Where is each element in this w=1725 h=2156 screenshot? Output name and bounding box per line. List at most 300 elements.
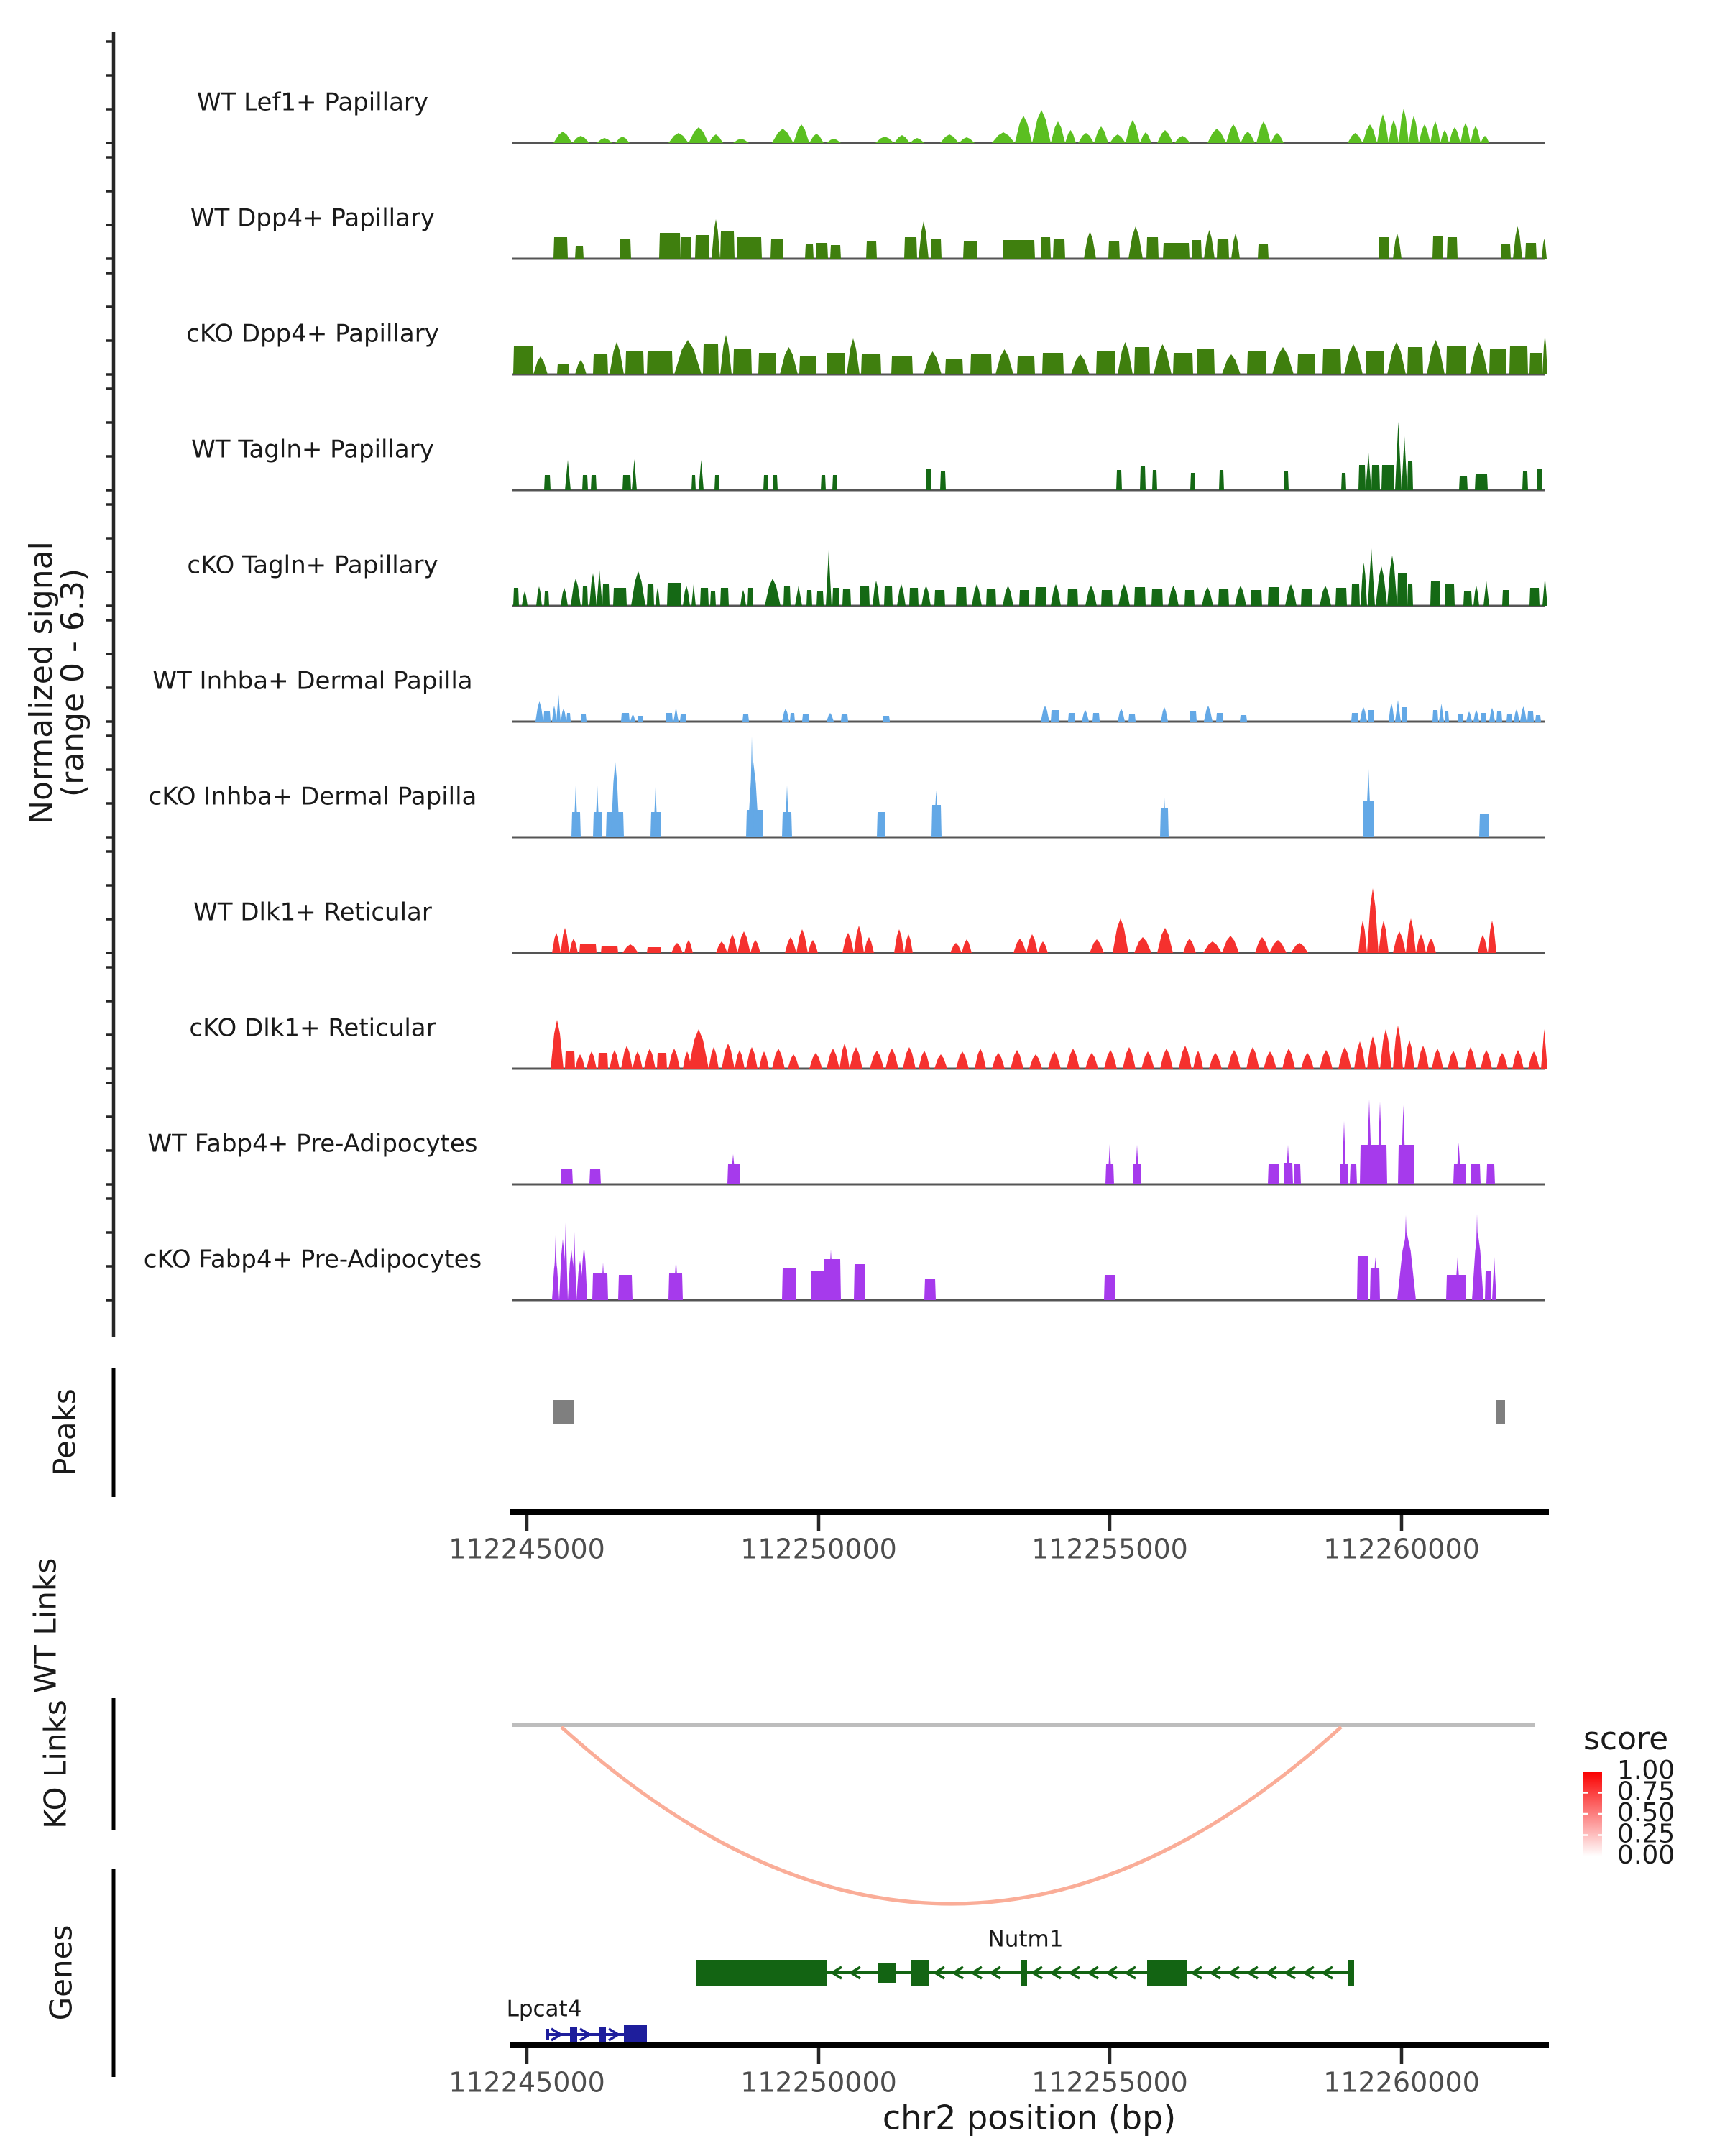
gene-name-label: Lpcat4 — [506, 1996, 582, 2022]
coverage-peak — [671, 943, 683, 953]
coverage-peak — [1297, 354, 1315, 374]
axis-tick-label: 112250000 — [740, 1533, 897, 1565]
coverage-peak — [575, 246, 584, 259]
coverage-peak — [615, 137, 630, 143]
coverage-peak — [659, 233, 681, 259]
coverage-peak — [592, 1273, 608, 1300]
coverage-peak — [1094, 126, 1108, 143]
coverage-peak — [1246, 1047, 1259, 1069]
coverage-peak — [1541, 1029, 1547, 1069]
coverage-peak — [945, 359, 963, 374]
coverage-peak — [1407, 461, 1413, 490]
coverage-peak — [1509, 346, 1528, 374]
gene-exon — [570, 2027, 577, 2042]
coverage-peak — [847, 338, 860, 374]
coverage-peak — [589, 573, 597, 606]
coverage-peak — [1473, 586, 1479, 606]
coverage-peak — [1190, 711, 1197, 722]
coverage-peak — [1019, 590, 1029, 606]
coverage-peak — [1367, 1036, 1379, 1069]
coverage-peak — [575, 1054, 585, 1069]
coverage-peak — [770, 239, 783, 259]
track-label: WT Dlk1+ Reticular — [193, 898, 432, 927]
coverage-peak — [1320, 1050, 1333, 1069]
coverage-peak — [1197, 349, 1215, 374]
coverage-peak — [667, 583, 681, 606]
coverage-peak — [1222, 354, 1241, 374]
coverage-peak — [1357, 1256, 1368, 1300]
signal-track — [187, 548, 1547, 606]
coverage-peak — [1456, 1143, 1461, 1184]
coverage-peak — [1363, 124, 1377, 143]
coverage-peak — [1542, 239, 1547, 259]
coverage-peak — [1344, 344, 1363, 374]
axis-tick-label: 112250000 — [740, 2066, 897, 2099]
coverage-peak — [921, 586, 931, 606]
coverage-peak — [1085, 1053, 1098, 1069]
coverage-peak — [772, 129, 794, 143]
coverage-peak — [1085, 586, 1097, 606]
links-panels — [512, 1725, 1535, 1904]
gene-exon — [624, 2025, 647, 2044]
coverage-peak — [924, 1279, 936, 1300]
coverage-peak — [632, 1051, 643, 1069]
coverage-peak — [1527, 711, 1534, 722]
coverage-peak — [597, 570, 602, 606]
coverage-peak — [598, 1053, 608, 1069]
coverage-peak — [710, 591, 716, 606]
coverage-peak — [1038, 941, 1048, 953]
wt_links-label: WT Links — [27, 1557, 63, 1694]
coverage-peak — [553, 1235, 558, 1300]
coverage-peak — [610, 342, 624, 374]
coverage-peak — [1151, 589, 1163, 606]
coverage-peak — [703, 344, 719, 374]
coverage-peak — [695, 235, 709, 259]
coverage-peak — [873, 581, 880, 606]
signal-track — [191, 422, 1545, 490]
coverage-peak — [709, 1047, 719, 1069]
coverage-peak — [1241, 132, 1255, 143]
coverage-peak — [551, 1020, 564, 1069]
coverage-peak — [841, 714, 848, 722]
coverage-peak — [1419, 124, 1430, 143]
coverage-peak — [1134, 347, 1150, 374]
coverage-peak — [924, 351, 942, 374]
coverage-peak — [805, 244, 814, 259]
signal-track — [148, 1100, 1545, 1184]
coverage-peak — [821, 475, 826, 490]
coverage-peak — [1463, 591, 1472, 606]
coverage-peak — [842, 589, 851, 606]
coverage-peak — [1367, 888, 1379, 953]
coverage-peak — [714, 475, 719, 490]
coverage-peak — [1051, 584, 1061, 606]
coverage-peak — [864, 937, 874, 953]
coverage-peak — [1096, 351, 1116, 374]
coverage-peak — [785, 937, 796, 953]
coverage-peak — [1445, 711, 1449, 722]
coverage-peak — [1118, 342, 1133, 374]
coverage-peak — [1190, 473, 1195, 490]
coverage-peak — [950, 943, 962, 953]
coverage-peak — [748, 588, 753, 606]
coverage-peak — [773, 475, 778, 490]
coverage-peak — [1051, 710, 1059, 722]
coverage-peak — [622, 944, 638, 953]
coverage-peak — [975, 1049, 986, 1069]
legend-tick-label: 1.00 — [1617, 1756, 1675, 1785]
coverage-peak — [1251, 590, 1262, 606]
coverage-peak — [610, 1050, 620, 1069]
coverage-peak — [1126, 120, 1140, 143]
coverage-peak — [1397, 573, 1407, 606]
coverage-peak — [1393, 234, 1402, 259]
coverage-peak — [565, 460, 571, 490]
coverage-peak — [1513, 226, 1522, 259]
coverage-peak — [1380, 1029, 1392, 1069]
coverage-peak — [1084, 231, 1096, 259]
coverage-peak — [1134, 587, 1146, 606]
coverage-peak — [1342, 1121, 1346, 1184]
coverage-peak — [727, 934, 737, 953]
signal-track — [149, 737, 1545, 837]
axis-tick-label: 112255000 — [1031, 2066, 1188, 2099]
coverage-peak — [1501, 244, 1511, 259]
legend-title: score — [1583, 1720, 1669, 1757]
coverage-peak — [561, 709, 566, 722]
coverage-peak — [1078, 133, 1094, 143]
coverage-peak — [796, 929, 808, 953]
peak-interval-box — [1496, 1400, 1505, 1424]
score-legend — [1583, 1720, 1675, 1870]
coverage-peak — [553, 237, 568, 259]
coverage-peak — [630, 714, 635, 722]
coverage-peak — [1377, 114, 1389, 143]
coverage-peak — [722, 1044, 735, 1069]
coverage-peak — [1168, 586, 1179, 606]
coverage-peak — [572, 136, 589, 143]
coverage-peak — [1528, 1051, 1540, 1069]
coverage-peak — [1398, 1145, 1414, 1184]
coverage-peak — [910, 138, 924, 143]
coverage-peak — [552, 706, 556, 722]
coverage-peak — [1459, 476, 1468, 490]
coverage-peak — [1366, 351, 1384, 374]
genomic-axis-upper — [448, 1509, 1549, 1565]
coverage-peak — [536, 586, 542, 606]
coverage-peak — [1157, 130, 1173, 143]
gene-exon — [546, 2029, 549, 2040]
gene-exon — [1021, 1960, 1027, 1986]
coverage-peak — [1542, 577, 1547, 606]
gene-exon — [911, 1960, 929, 1986]
coverage-peak — [1235, 586, 1246, 606]
coverage-peak — [1268, 1164, 1279, 1184]
axis-line — [510, 2042, 1549, 2048]
coverage-peak — [595, 786, 599, 837]
track-label: cKO Inhba+ Dermal Papilla — [148, 782, 477, 811]
coverage-peak — [1174, 136, 1190, 143]
coverage-peak — [601, 946, 618, 953]
coverage-peak — [1486, 1164, 1495, 1184]
coverage-peak — [625, 351, 644, 374]
coverage-peak — [956, 1051, 969, 1069]
peak-interval-box — [553, 1400, 574, 1424]
coverage-peak — [765, 579, 781, 606]
genes-panel — [507, 1927, 1354, 2045]
coverage-peak — [1485, 1271, 1491, 1300]
y-axis-label-line1: Normalized signal — [23, 541, 60, 824]
coverage-peak — [1128, 714, 1136, 722]
coverage-peak — [647, 584, 654, 606]
coverage-peak — [1192, 240, 1202, 259]
coverage-peak — [522, 591, 528, 606]
coverage-peak — [894, 135, 910, 143]
coverage-peak — [758, 353, 776, 374]
coverage-peak — [733, 139, 749, 143]
coverage-peak — [1152, 470, 1157, 490]
coverage-peak — [1404, 1040, 1414, 1069]
coverage-peak — [1430, 121, 1440, 143]
coverage-peak — [904, 237, 917, 259]
coverage-peak — [1460, 123, 1471, 143]
coverage-peak — [720, 231, 735, 259]
track-label: cKO Fabp4+ Pre-Adipocytes — [143, 1245, 482, 1274]
coverage-peak — [1041, 706, 1049, 722]
coverage-peak — [861, 354, 881, 374]
coverage-peak — [1255, 937, 1269, 953]
gene-exon — [1348, 1960, 1354, 1986]
coverage-peak — [1360, 1145, 1387, 1184]
coverage-peak — [832, 588, 840, 606]
coverage-peak — [780, 347, 798, 374]
coverage-peak — [1492, 1257, 1496, 1300]
coverage-peak — [904, 934, 913, 953]
coverage-peak — [1271, 133, 1284, 143]
coverage-peak — [875, 137, 894, 143]
signal-track — [189, 1014, 1547, 1069]
coverage-peak — [561, 1169, 573, 1184]
signal-track — [186, 320, 1547, 375]
coverage-peak — [790, 713, 795, 722]
coverage-peak — [1481, 713, 1486, 722]
coverage-peak — [788, 1054, 799, 1069]
coverage-peak — [1471, 126, 1481, 143]
coverage-peak — [894, 929, 904, 953]
coverage-peak — [597, 138, 612, 143]
coverage-peak — [1161, 707, 1168, 722]
coverage-peak — [1351, 713, 1358, 722]
coverage-peak — [972, 584, 982, 606]
coverage-peak — [1053, 239, 1065, 259]
coverage-peak — [1101, 590, 1113, 606]
coverage-peak — [1470, 342, 1488, 374]
coverage-peak — [666, 713, 673, 722]
coverage-peak — [1448, 1051, 1459, 1069]
gene-exon — [878, 1963, 896, 1983]
coverage-peak — [544, 591, 549, 606]
coverage-peak — [808, 940, 818, 953]
coverage-peak — [934, 1054, 947, 1069]
coverage-peak — [832, 475, 837, 490]
normalized-signal-axis — [23, 32, 114, 1337]
coverage-peak — [621, 713, 630, 722]
signal-track — [190, 204, 1547, 259]
coverage-peak — [782, 1268, 796, 1300]
coverage-peak — [1320, 586, 1331, 606]
coverage-peak — [680, 714, 686, 722]
coverage-peak — [992, 132, 1015, 143]
coverage-peak — [647, 947, 661, 953]
coverage-peak — [733, 349, 752, 374]
coverage-peak — [956, 587, 967, 606]
coverage-peak — [1294, 1164, 1301, 1184]
coverage-peak — [1116, 470, 1122, 490]
coverage-peak — [1393, 1026, 1403, 1069]
coverage-peak — [574, 786, 578, 837]
coverage-peak — [1358, 921, 1367, 953]
coverage-peak — [1351, 584, 1360, 606]
coverage-peak — [1432, 710, 1438, 722]
coverage-peak — [1067, 1049, 1080, 1069]
coverage-peak — [571, 579, 581, 606]
coverage-peak — [1222, 936, 1239, 953]
gene-exon — [599, 2027, 606, 2042]
coverage-peak — [1379, 921, 1389, 953]
coverage-peak — [1108, 241, 1120, 259]
x-axis-title: chr2 position (bp) — [882, 2098, 1177, 2137]
coverage-peak — [1489, 349, 1506, 374]
track-label: WT Dpp4+ Papillary — [190, 203, 436, 233]
coverage-peak — [1104, 1050, 1117, 1069]
coverage-peak — [668, 133, 689, 143]
coverage-peak — [1395, 422, 1402, 490]
coverage-peak — [684, 940, 693, 953]
coverage-peak — [1512, 1050, 1524, 1069]
coverage-peak — [657, 1053, 667, 1069]
coverage-peak — [1258, 244, 1269, 259]
legend-tick-label: 0.25 — [1617, 1819, 1675, 1849]
coverage-peak — [579, 944, 597, 953]
coverage-peak — [582, 586, 588, 606]
coverage-peak — [1478, 935, 1488, 953]
signal-track — [144, 1214, 1545, 1300]
coverage-peak — [742, 714, 749, 722]
coverage-peak — [1350, 1164, 1357, 1184]
coverage-peak — [919, 1051, 930, 1069]
coverage-peak — [689, 127, 709, 143]
peaks-label: Peaks — [47, 1388, 83, 1476]
coverage-peak — [1048, 1051, 1061, 1069]
coverage-peak — [963, 241, 978, 259]
coverage-peak — [1068, 713, 1075, 722]
coverage-peak — [740, 590, 746, 606]
coverage-peak — [1440, 130, 1449, 143]
coverage-peak — [1542, 335, 1547, 374]
coverage-peak — [1389, 120, 1399, 143]
coverage-peak — [591, 475, 597, 490]
coverage-peak — [1387, 342, 1406, 374]
coverage-peak — [589, 1169, 601, 1184]
coverage-peak — [1092, 713, 1100, 722]
signal-track — [152, 667, 1545, 722]
coverage-peak — [1530, 588, 1540, 606]
coverage-peak — [565, 1051, 575, 1069]
coverage-peak — [1387, 556, 1397, 606]
coverage-peak — [1264, 1051, 1276, 1069]
coverage-peak — [940, 471, 946, 490]
coverage-peak — [561, 588, 568, 606]
coverage-peak — [1502, 590, 1509, 606]
coverage-peak — [850, 1047, 862, 1069]
coverage-peak — [1179, 1046, 1192, 1069]
coverage-peak — [1426, 939, 1436, 953]
coverage-peak — [556, 694, 561, 722]
coverage-peak — [854, 1264, 865, 1300]
coverage-peak — [1013, 939, 1026, 953]
coverage-peak — [827, 139, 841, 143]
coverage-peak — [830, 245, 841, 259]
coverage-peak — [1366, 453, 1371, 490]
coverage-peak — [806, 590, 812, 606]
coverage-peak — [1432, 1049, 1443, 1069]
coverage-peak — [720, 335, 732, 374]
coverage-peak — [1432, 236, 1443, 259]
coverage-peak — [1240, 715, 1247, 722]
coverage-peak — [931, 239, 942, 259]
coverage-peak — [840, 1044, 850, 1069]
coverage-peak — [644, 1049, 656, 1069]
coverage-peak — [1407, 584, 1413, 606]
coverage-peak — [632, 459, 637, 490]
coverage-peak — [1247, 351, 1266, 374]
coverage-peak — [1447, 237, 1458, 259]
coverage-peak — [1488, 921, 1496, 953]
coverage-peak — [1496, 1053, 1508, 1069]
coverage-peak — [1465, 1047, 1476, 1069]
coverage-peak — [620, 239, 631, 259]
coverage-peak — [940, 134, 959, 143]
coverage-peak — [1399, 109, 1409, 143]
coverage-peak — [1104, 1275, 1116, 1300]
coverage-peak — [854, 926, 864, 953]
coverage-peak — [1466, 711, 1472, 722]
coverage-peak — [1439, 704, 1444, 722]
coverage-peak — [681, 237, 691, 259]
coverage-peak — [1003, 586, 1013, 606]
coverage-peak — [1377, 1102, 1383, 1184]
coverage-peak — [1473, 710, 1479, 722]
coverage-peak — [827, 353, 845, 374]
axis-line — [510, 1509, 1549, 1515]
coverage-peak — [903, 1047, 916, 1069]
coverage-peak — [1301, 1053, 1314, 1069]
coverage-peak — [772, 1049, 785, 1069]
coverage-peak — [1471, 1164, 1481, 1184]
coverage-peak — [1360, 707, 1367, 722]
coverage-peak — [799, 356, 816, 374]
coverage-peak — [691, 475, 696, 490]
coverage-peak — [1140, 132, 1151, 143]
coverage-peak — [1015, 116, 1032, 143]
coverage-peak — [1042, 353, 1064, 374]
coverage-peak — [716, 941, 727, 953]
track-label: WT Tagln+ Papillary — [191, 435, 434, 464]
coverage-peak — [1216, 713, 1223, 722]
coverage-peak — [1065, 130, 1076, 143]
coverage-peak — [1361, 563, 1367, 606]
